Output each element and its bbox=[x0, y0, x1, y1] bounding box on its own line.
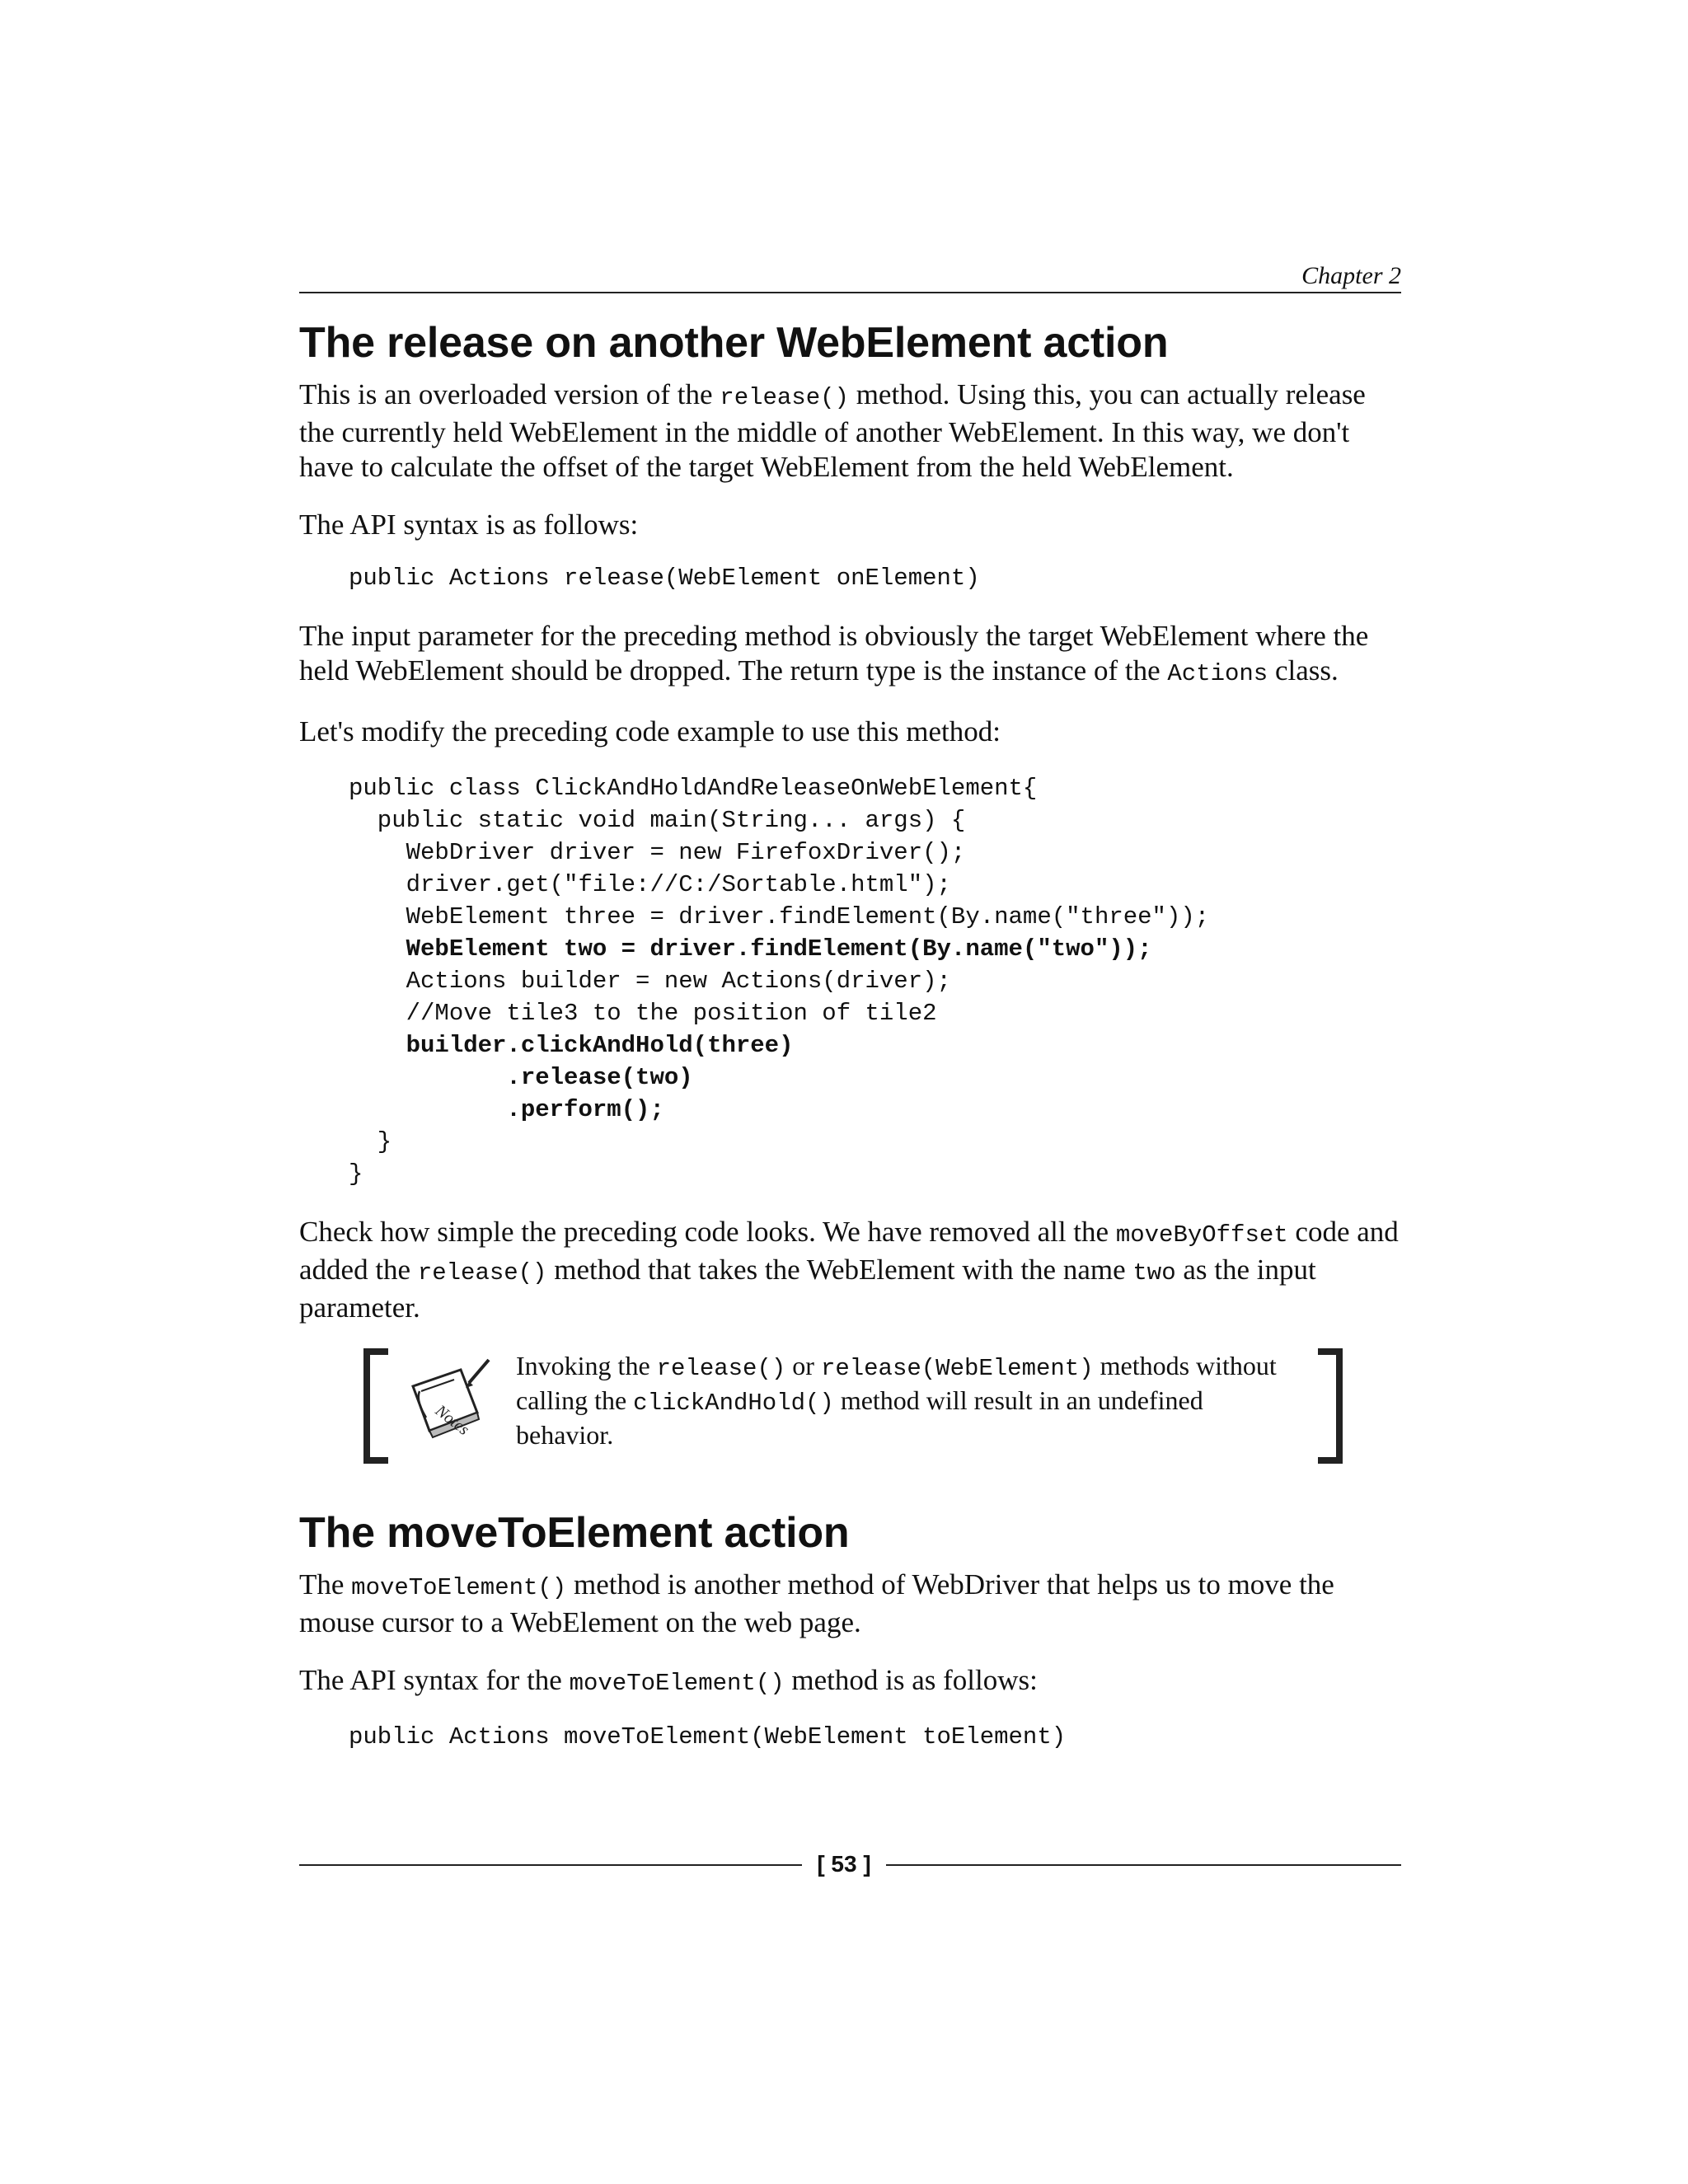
code-line: WebElement three = driver.findElement(By.name("three")); bbox=[349, 903, 1210, 930]
inline-code: release(WebElement) bbox=[820, 1355, 1094, 1382]
check-paragraph: Check how simple the preceding code looks. We have removed all the moveByOffset code and added the release() method that takes the WebElement with the name two as the input parameter. bbox=[299, 1216, 1399, 1324]
code-line: builder.clickAndHold(three) bbox=[349, 1032, 794, 1059]
inline-code: clickAndHold() bbox=[633, 1390, 834, 1417]
note-text: Invoking the release() or release(WebElement) methods without calling the clickAndHold() method will result in an undefined behavior. bbox=[516, 1351, 1277, 1450]
parameter-paragraph: The input parameter for the preceding method is obviously the target WebElement where the held WebElement should be dropped. The return type is the instance of the Actions class. bbox=[299, 620, 1369, 687]
note-bracket-left bbox=[363, 1348, 388, 1464]
inline-code: release() bbox=[656, 1355, 786, 1382]
code-example-block bbox=[349, 772, 1401, 1190]
chapter-label: Chapter 2 bbox=[1301, 262, 1401, 289]
inline-code: release() bbox=[720, 384, 849, 411]
code-line: public static void main(String... args) { bbox=[349, 807, 966, 834]
code-line: //Move tile3 to the position of tile2 bbox=[349, 1000, 937, 1027]
inline-code: moveByOffset bbox=[1115, 1221, 1288, 1249]
page-number: [ 53 ] bbox=[817, 1851, 871, 1877]
chapter-header bbox=[299, 262, 1401, 293]
code-line: .release(two) bbox=[349, 1064, 693, 1091]
move-syntax-intro-paragraph: The API syntax for the moveToElement() method is as follows: bbox=[299, 1664, 1038, 1697]
note-pad-icon bbox=[396, 1355, 495, 1446]
code-line: public class ClickAndHoldAndReleaseOnWebElement{ bbox=[349, 775, 1038, 802]
page-footer bbox=[299, 1848, 1401, 1881]
footer-rule-left bbox=[299, 1864, 802, 1866]
note-bracket-right bbox=[1318, 1348, 1343, 1464]
inline-code: moveToElement() bbox=[351, 1574, 567, 1601]
note-box bbox=[299, 1348, 1401, 1464]
code-line: driver.get("file://C:/Sortable.html"); bbox=[349, 871, 951, 898]
code-line: } bbox=[349, 1128, 392, 1155]
inline-code: two bbox=[1132, 1259, 1176, 1286]
syntax-intro-paragraph: The API syntax is as follows: bbox=[299, 509, 639, 541]
modify-intro-paragraph: Let's modify the preceding code example to use this method: bbox=[299, 715, 1001, 748]
book-page bbox=[299, 262, 1401, 1778]
svg-text:Notes: Notes bbox=[431, 1401, 473, 1439]
intro-paragraph: This is an overloaded version of the release() method. Using this, you can actually release the currently held WebElement in the middle of another WebElement. In this way, we don't have to calculate the offset of the target WebElement from the held WebElement. bbox=[299, 378, 1366, 483]
move-intro-paragraph: The moveToElement() method is another method of WebDriver that helps us to move the mouse cursor to a WebElement on the web page. bbox=[299, 1568, 1334, 1638]
section-title-release-on-element: The release on another WebElement action bbox=[299, 319, 1169, 367]
section-title-move-to-element: The moveToElement action bbox=[299, 1509, 850, 1557]
api-syntax-code: public Actions release(WebElement onElement) bbox=[349, 565, 980, 592]
footer-rule-right bbox=[886, 1864, 1401, 1866]
move-api-syntax-code: public Actions moveToElement(WebElement toElement) bbox=[349, 1723, 1067, 1750]
inline-code: Actions bbox=[1167, 660, 1268, 687]
inline-code: release() bbox=[417, 1259, 547, 1286]
code-line: Actions builder = new Actions(driver); bbox=[349, 968, 951, 995]
inline-code: moveToElement() bbox=[569, 1670, 785, 1697]
code-line: WebElement two = driver.findElement(By.name("two")); bbox=[349, 935, 1152, 963]
code-line: WebDriver driver = new FirefoxDriver(); bbox=[349, 839, 966, 866]
code-line: .perform(); bbox=[349, 1096, 664, 1123]
code-line: } bbox=[349, 1160, 363, 1188]
